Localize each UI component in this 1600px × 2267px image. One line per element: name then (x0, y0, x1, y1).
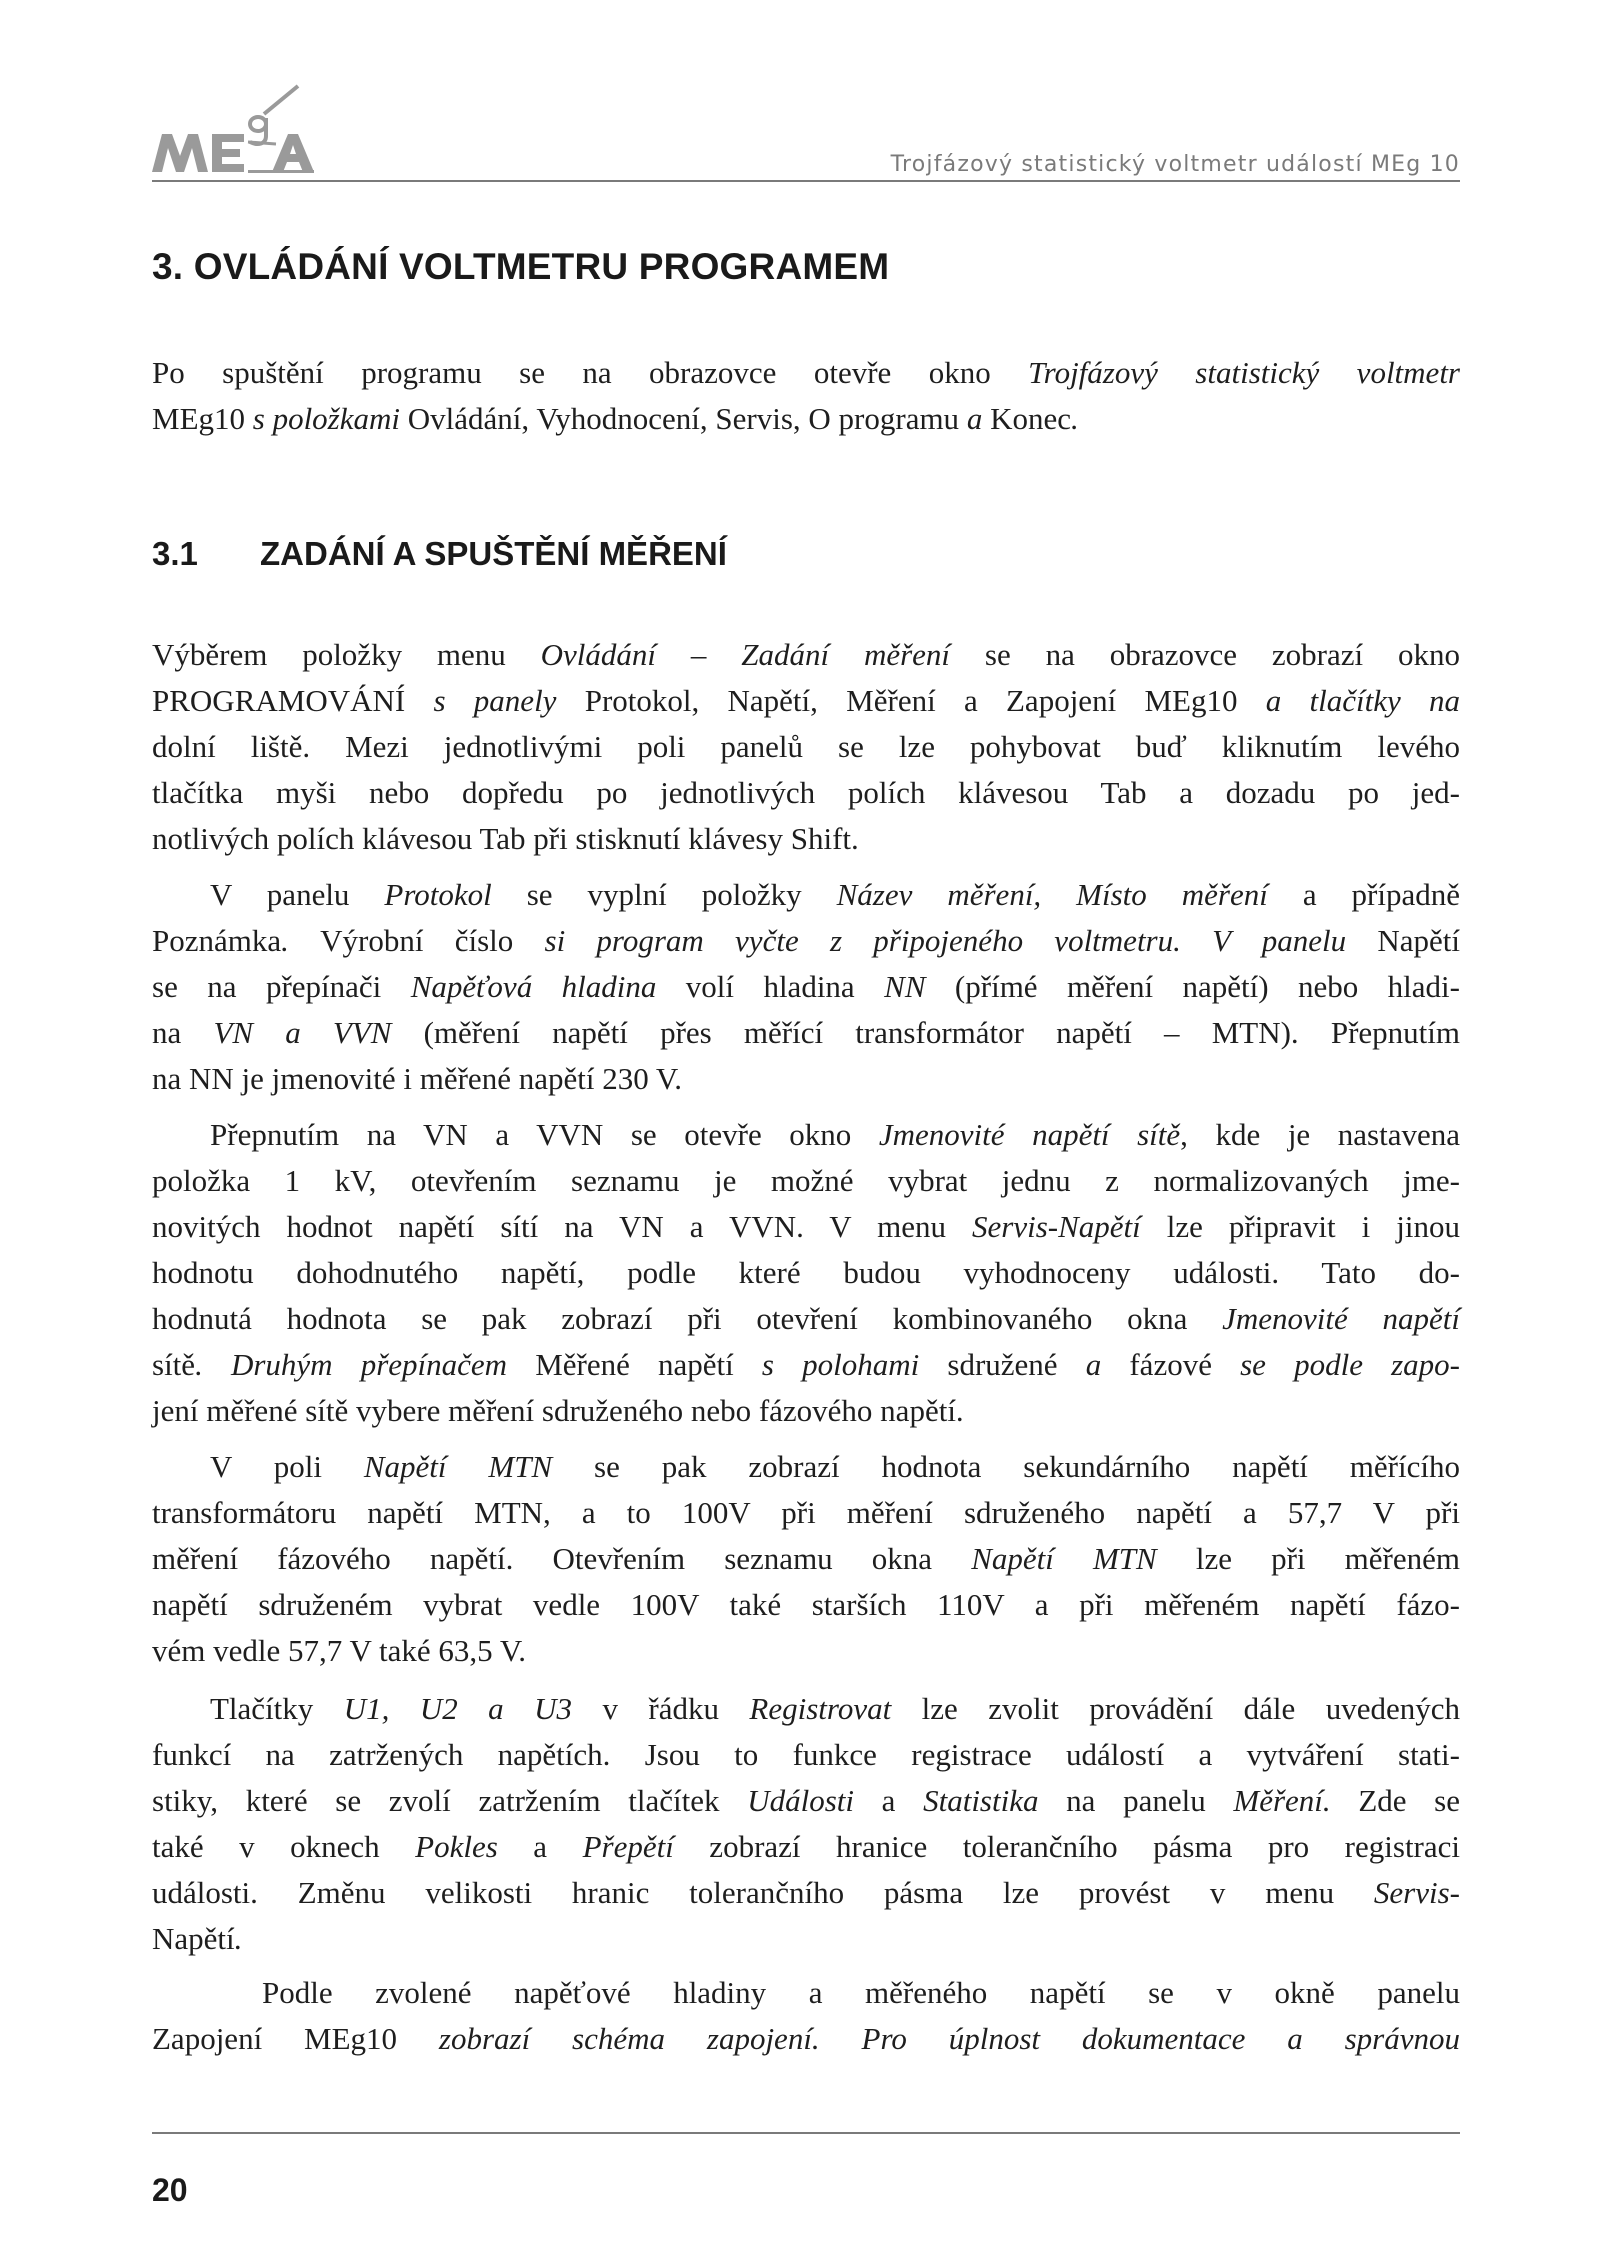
text-run: měření fázového napětí. Otevřením seznamu okna (152, 1541, 972, 1576)
text-line (152, 872, 1460, 918)
text-line (152, 1444, 1460, 1490)
text-run: Podle zvolené napěťové hladiny a měřeného napětí se v okně panelu (262, 1975, 1460, 2010)
paragraph-1 (152, 632, 1460, 862)
paragraph-4 (152, 1444, 1460, 1674)
italic-term: U1, U2 a U3 (343, 1691, 572, 1726)
subsection-label: ZADÁNÍ A SPUŠTĚNÍ MĚŘENÍ (260, 535, 727, 572)
text-line (152, 1916, 1460, 1962)
text-run: se na přepínači (152, 969, 411, 1004)
text-run: tlačítka myši nebo dopředu po jednotlivých polích klávesou Tab a dozadu po jed- (152, 775, 1460, 810)
text-line (152, 1582, 1460, 1628)
text-run: události. Změnu velikosti hranic tolerančního pásma lze provést v menu (152, 1875, 1374, 1910)
text-run: notlivých polích klávesou Tab při stisknutí klávesy Shift. (152, 821, 859, 856)
text-run: volí hladina (656, 969, 885, 1004)
text-run: Napětí (1377, 923, 1461, 958)
text-run: se na obrazovce zobrazí okno (950, 637, 1460, 672)
italic-term: Trojfázový statistický voltmetr (1028, 355, 1460, 390)
text-run: Poznámka (152, 923, 282, 958)
text-run: Po spuštění programu se na obrazovce otevře okno (152, 355, 1029, 390)
text-run: Zde se (1330, 1783, 1461, 1818)
text-run: funkcí na zatržených napětích. Jsou to funkce registrace událostí a vytváření stati- (152, 1737, 1460, 1772)
running-title: Trojfázový statistický voltmetr událostí MEg 10 (890, 152, 1460, 177)
italic-term: . (1070, 401, 1079, 436)
italic-term: Měření. (1233, 1783, 1331, 1818)
text-run: Napětí (152, 1921, 235, 1956)
text-line (152, 1732, 1460, 1778)
italic-term: Napětí MTN (363, 1449, 553, 1484)
paragraph-2 (152, 872, 1460, 1102)
text-run: vém vedle 57,7 V také 63,5 V. (152, 1633, 526, 1668)
intro-paragraph (152, 350, 1460, 442)
text-line (152, 1824, 1460, 1870)
italic-term: Servis- (1373, 1875, 1460, 1910)
text-run: sdružené (947, 1347, 1058, 1382)
text-run: zobrazí hranice tolerančního pásma pro registraci (673, 1829, 1461, 1864)
text-run: Ovládání, Vyhodnocení, Servis, O programu (407, 401, 960, 436)
text-run: lze zvolit provádění dále uvedených (891, 1691, 1461, 1726)
text-line (152, 1296, 1460, 1342)
text-run: Výrobní číslo (320, 923, 514, 958)
text-run: Výběrem položky menu (152, 637, 541, 672)
text-run: (měření napětí přes měřící transformátor napětí – MTN). Přepnutím (391, 1015, 1460, 1050)
text-run: PROGRAMOVÁNÍ (152, 683, 406, 718)
text-run: hodnotu dohodnutého napětí, podle které budou vyhodnoceny události. Tato do- (152, 1255, 1460, 1290)
italic-term: Protokol (384, 877, 492, 912)
text-run: Konec (990, 401, 1071, 436)
italic-term: Napěťová hladina (410, 969, 657, 1004)
text-run: (přímé měření napětí) nebo hladi- (925, 969, 1460, 1004)
italic-term: Události (747, 1783, 854, 1818)
text-line (152, 632, 1460, 678)
text-run: na panelu (1038, 1783, 1234, 1818)
text-line (152, 1628, 1460, 1674)
page-header (152, 78, 1460, 184)
italic-term: Název měření, Místo měření (836, 877, 1268, 912)
italic-term: s panely (405, 683, 585, 718)
text-run: transformátoru napětí MTN, a to 100V při měření sdruženého napětí a 57,7 V při (152, 1495, 1460, 1530)
text-line (152, 1010, 1460, 1056)
section-title: 3. OVLÁDÁNÍ VOLTMETRU PROGRAMEM (152, 246, 890, 287)
italic-term: a (1057, 1347, 1130, 1382)
text-run: a (497, 1829, 583, 1864)
subsection-title (152, 535, 727, 573)
italic-term: VN a VVN (213, 1015, 392, 1050)
text-run: jení měřené sítě vybere měření sdruženého nebo fázového napětí. (152, 1393, 964, 1428)
italic-term: Pokles (415, 1829, 498, 1864)
text-run: hodnutá hodnota se pak zobrazí při otevření kombinovaného okna (152, 1301, 1223, 1336)
text-run: a (854, 1783, 924, 1818)
text-line (152, 2016, 1460, 2062)
text-line (152, 396, 1460, 442)
text-line (152, 350, 1460, 396)
text-line (152, 964, 1460, 1010)
text-line (152, 678, 1460, 724)
text-line (152, 724, 1460, 770)
text-line (152, 770, 1460, 816)
italic-term: si program vyčte z připojeného voltmetru. V panelu (513, 923, 1378, 958)
text-run: fázové (1129, 1347, 1212, 1382)
text-line (152, 1778, 1460, 1824)
text-run: položka 1 kV, otevřením seznamu je možné vybrat jednu z normalizovaných jme- (152, 1163, 1460, 1198)
text-run: V panelu (210, 877, 385, 912)
text-line (152, 1158, 1460, 1204)
italic-term: . Druhým přepínačem (195, 1347, 536, 1382)
italic-term: Přepětí (582, 1829, 674, 1864)
text-line (152, 1490, 1460, 1536)
italic-term: Ovládání – Zadání měření (540, 637, 951, 672)
italic-term: Statistika (923, 1783, 1039, 1818)
text-run: MEg10 (152, 401, 245, 436)
text-run: novitých hodnot napětí sítí na VN a VVN. V menu (152, 1209, 973, 1244)
text-line (152, 1342, 1460, 1388)
paragraph-6 (152, 1970, 1460, 2062)
italic-term: Napětí MTN (971, 1541, 1157, 1576)
text-run: na (152, 1015, 214, 1050)
page-number: 20 (152, 2172, 188, 2208)
text-run: napětí sdruženém vybrat vedle 100V také starších 110V a při měřeném napětí fázo- (152, 1587, 1460, 1622)
text-run: v řádku (572, 1691, 750, 1726)
text-run: , kde je nastavena (1180, 1117, 1460, 1152)
text-run: lze při měřeném (1156, 1541, 1460, 1576)
italic-term: a tlačítky na (1237, 683, 1460, 718)
text-line (152, 1686, 1460, 1732)
text-run: Přepnutím na VN a VVN se otevře okno (210, 1117, 879, 1152)
paragraph-5 (152, 1686, 1460, 1962)
text-run: se vyplní položky (491, 877, 837, 912)
header-divider (152, 180, 1460, 182)
italic-term: se podle zapo- (1211, 1347, 1460, 1382)
text-run: Tlačítky (210, 1691, 344, 1726)
text-run: stiky, které se zvolí zatržením tlačítek (152, 1783, 748, 1818)
italic-term: Jmenovité napětí sítě (878, 1117, 1181, 1152)
text-run: na NN je jmenovité i měřené napětí 230 V. (152, 1061, 683, 1096)
italic-term: s polohami (733, 1347, 948, 1382)
text-run: V poli (210, 1449, 364, 1484)
text-line (152, 1870, 1460, 1916)
text-run: také v oknech (152, 1829, 416, 1864)
footer-divider (152, 2132, 1460, 2134)
text-line (152, 1970, 1460, 2016)
mega-logo (152, 78, 322, 178)
italic-term: . (234, 1921, 243, 1956)
italic-term: s položkami (245, 401, 408, 436)
text-run: Zapojení MEg10 (152, 2021, 398, 2056)
italic-term: Servis-Napětí (972, 1209, 1141, 1244)
italic-term: zobrazí schéma zapojení. Pro úplnost dokumentace a správnou (397, 2021, 1461, 2056)
text-run: Měřené napětí (535, 1347, 734, 1382)
paragraph-3 (152, 1112, 1460, 1434)
text-line (152, 1112, 1460, 1158)
subsection-number: 3.1 (152, 535, 198, 572)
text-run: sítě (152, 1347, 196, 1382)
text-line (152, 816, 1460, 862)
text-line (152, 1536, 1460, 1582)
text-line (152, 1388, 1460, 1434)
italic-term: Jmenovité napětí (1222, 1301, 1460, 1336)
text-run: lze připravit i jinou (1140, 1209, 1460, 1244)
text-run: dolní liště. Mezi jednotlivými poli panelů se lze pohybovat buď kliknutím levého (152, 729, 1460, 764)
italic-term: NN (884, 969, 926, 1004)
italic-term: . (281, 923, 321, 958)
text-line (152, 1204, 1460, 1250)
text-line (152, 1056, 1460, 1102)
text-run: se pak zobrazí hodnota sekundárního napětí měřícího (552, 1449, 1460, 1484)
text-line (152, 918, 1460, 964)
italic-term: Registrovat (749, 1691, 892, 1726)
text-run: Protokol, Napětí, Měření a Zapojení MEg10 (584, 683, 1238, 718)
text-run: a případně (1267, 877, 1461, 912)
text-line (152, 1250, 1460, 1296)
italic-term: a (959, 401, 991, 436)
